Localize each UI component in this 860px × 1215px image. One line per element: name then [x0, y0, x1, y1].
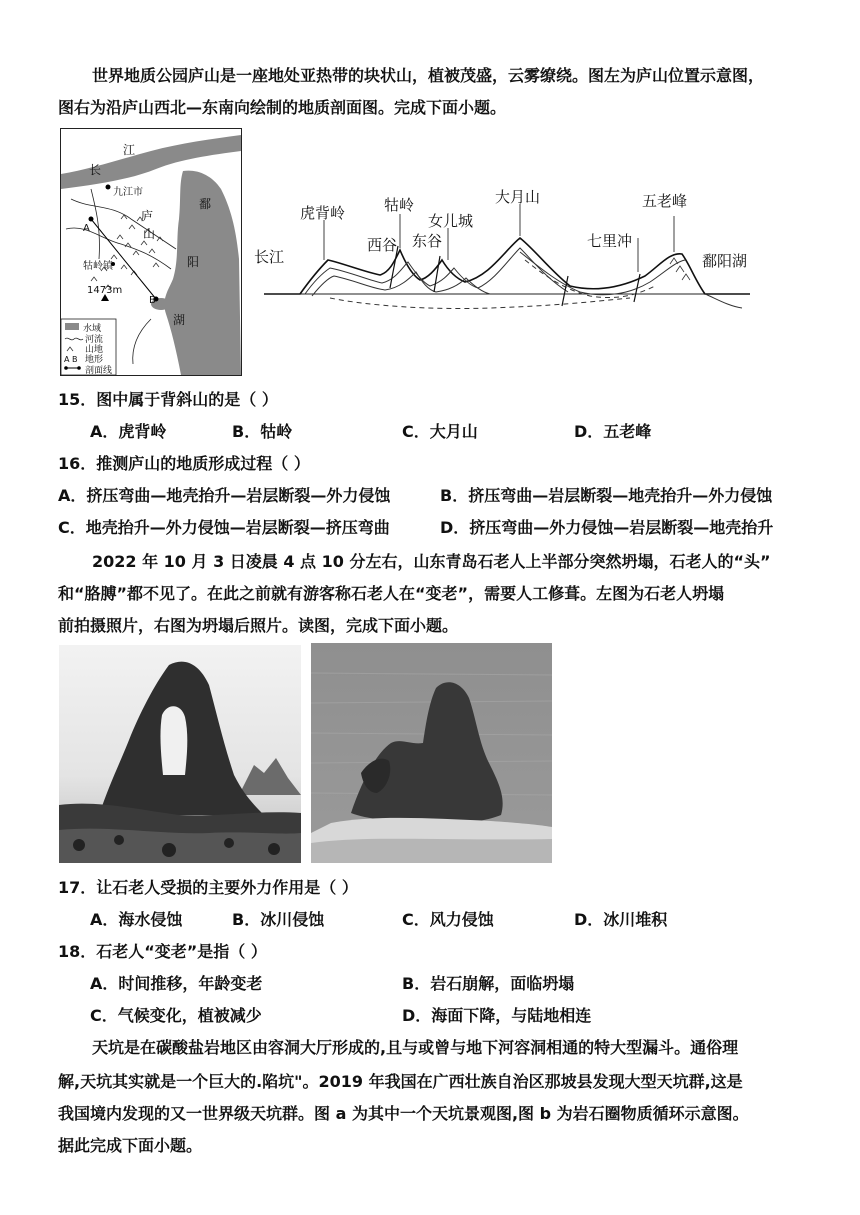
map-label-jiang: 江 — [123, 143, 136, 157]
profile-label-guling: 牯岭 — [384, 196, 415, 214]
map-label-point-b: B — [149, 295, 156, 306]
legend-mountain-1: 山地 — [85, 345, 104, 355]
profile-label-xigu: 西谷 — [367, 236, 398, 254]
q18-option-d[interactable]: D．海面下降，与陆地相连 — [402, 1006, 592, 1025]
q17-option-b[interactable]: B．冰川侵蚀 — [232, 910, 325, 929]
intro-paragraph-3-line-3: 我国境内发现的又一世界级天坑群。图 a 为其中一个天坑景观图,图 b 为岩石圈物质循环示意图。 — [58, 1104, 749, 1123]
map-label-po: 鄱 — [199, 197, 212, 211]
profile-label-dayueshan: 大月山 — [495, 188, 541, 206]
q17-option-a[interactable]: A．海水侵蚀 — [90, 910, 183, 929]
q17-option-d[interactable]: D．冰川堆积 — [574, 910, 668, 929]
q15-stem: 15．图中属于背斜山的是（ ） — [58, 390, 278, 409]
map-label-peak-elevation: 1473m — [87, 285, 123, 296]
profile-label-nverchheng: 女儿城 — [428, 212, 474, 230]
legend-water: 水域 — [83, 324, 102, 334]
intro-paragraph-2-line-3: 前拍摄照片，右图为坍塌后照片。读图，完成下面小题。 — [58, 616, 459, 635]
legend-section-line: 剖面线 — [85, 366, 113, 376]
q16-option-d[interactable]: D．挤压弯曲—外力侵蚀—岩层断裂—地壳抬升 — [440, 518, 774, 537]
q18-stem: 18．石老人“变老”是指（ ） — [58, 942, 267, 961]
intro-paragraph-2-line-1: 2022 年 10 月 3 日凌晨 4 点 10 分左右，山东青岛石老人上半部分突然坍塌，石老人的“头” — [92, 552, 771, 571]
lushan-location-map — [60, 128, 242, 376]
intro-paragraph-1-line-2: 图右为沿庐山西北—东南向绘制的地质剖面图。完成下面小题。 — [58, 98, 507, 117]
before-photo-image — [59, 645, 301, 863]
q18-option-a[interactable]: A．时间推移，年龄变老 — [90, 974, 263, 993]
map-label-point-a: A — [83, 223, 90, 234]
shilaoren-after-photo — [311, 643, 552, 863]
q16-option-b[interactable]: B．挤压弯曲—岩层断裂—地壳抬升—外力侵蚀 — [440, 486, 773, 505]
q18-option-b[interactable]: B．岩石崩解，面临坍塌 — [402, 974, 575, 993]
legend-river: 河流 — [85, 335, 104, 345]
q16-option-c[interactable]: C．地壳抬升—外力侵蚀—岩层断裂—挤压弯曲 — [58, 518, 390, 537]
after-photo-image — [311, 643, 552, 863]
map-label-jiujiang: 九江市 — [113, 187, 143, 198]
q17-stem: 17．让石老人受损的主要外力作用是（ ） — [58, 878, 358, 897]
intro-paragraph-1-line-1: 世界地质公园庐山是一座地处亚热带的块状山，植被茂盛，云雾缭绕。图左为庐山位置示意图， — [92, 66, 765, 85]
map-label-shan: 山 — [143, 227, 156, 241]
shilaoren-before-photo — [59, 645, 301, 863]
intro-paragraph-3-line-2: 解,天坑其实就是一个巨大的.陷坑"。2019 年我国在广西壮族自治区那坡县发现大型天坑群,这是 — [58, 1072, 743, 1091]
q16-stem: 16．推测庐山的地质形成过程（ ） — [58, 454, 310, 473]
q18-option-c[interactable]: C．气候变化，植被减少 — [90, 1006, 262, 1025]
q15-option-c[interactable]: C．大月山 — [402, 422, 478, 441]
map-label-yang: 阳 — [187, 255, 200, 269]
q15-option-d[interactable]: D．五老峰 — [574, 422, 652, 441]
profile-label-dongu: 东谷 — [412, 232, 443, 250]
q15-option-b[interactable]: B．牯岭 — [232, 422, 293, 441]
profile-label-changjiang: 长江 — [254, 248, 285, 266]
q16-option-a[interactable]: A．挤压弯曲—地壳抬升—岩层断裂—外力侵蚀 — [58, 486, 391, 505]
legend-mountain-2: 地形 — [85, 355, 104, 365]
intro-paragraph-3-line-1: 天坑是在碳酸盐岩地区由容洞大厅形成的,且与或曾与地下河容洞相通的特大型漏斗。通俗理 — [92, 1038, 739, 1057]
profile-label-qilichong: 七里冲 — [587, 232, 633, 250]
q17-option-c[interactable]: C．风力侵蚀 — [402, 910, 494, 929]
map-label-guling-town: 牯岭镇 — [83, 261, 113, 272]
legend-ab: A B — [64, 355, 78, 364]
intro-paragraph-3-line-4: 据此完成下面小题。 — [58, 1136, 203, 1155]
q15-option-a[interactable]: A．虎背岭 — [90, 422, 167, 441]
profile-label-wulaofeng: 五老峰 — [642, 192, 688, 210]
map-label-lu: 庐 — [141, 209, 154, 223]
map-label-hu: 湖 — [173, 313, 186, 327]
intro-paragraph-2-line-2: 和“胳膊”都不见了。在此之前就有游客称石老人在“变老”，需要人工修葺。左图为石老人坍塌 — [58, 584, 725, 603]
geological-profile — [250, 180, 760, 320]
map-label-chang: 长 — [89, 163, 102, 177]
profile-label-hubeiling: 虎背岭 — [300, 204, 346, 222]
profile-label-poyanghu: 鄱阳湖 — [702, 252, 748, 270]
